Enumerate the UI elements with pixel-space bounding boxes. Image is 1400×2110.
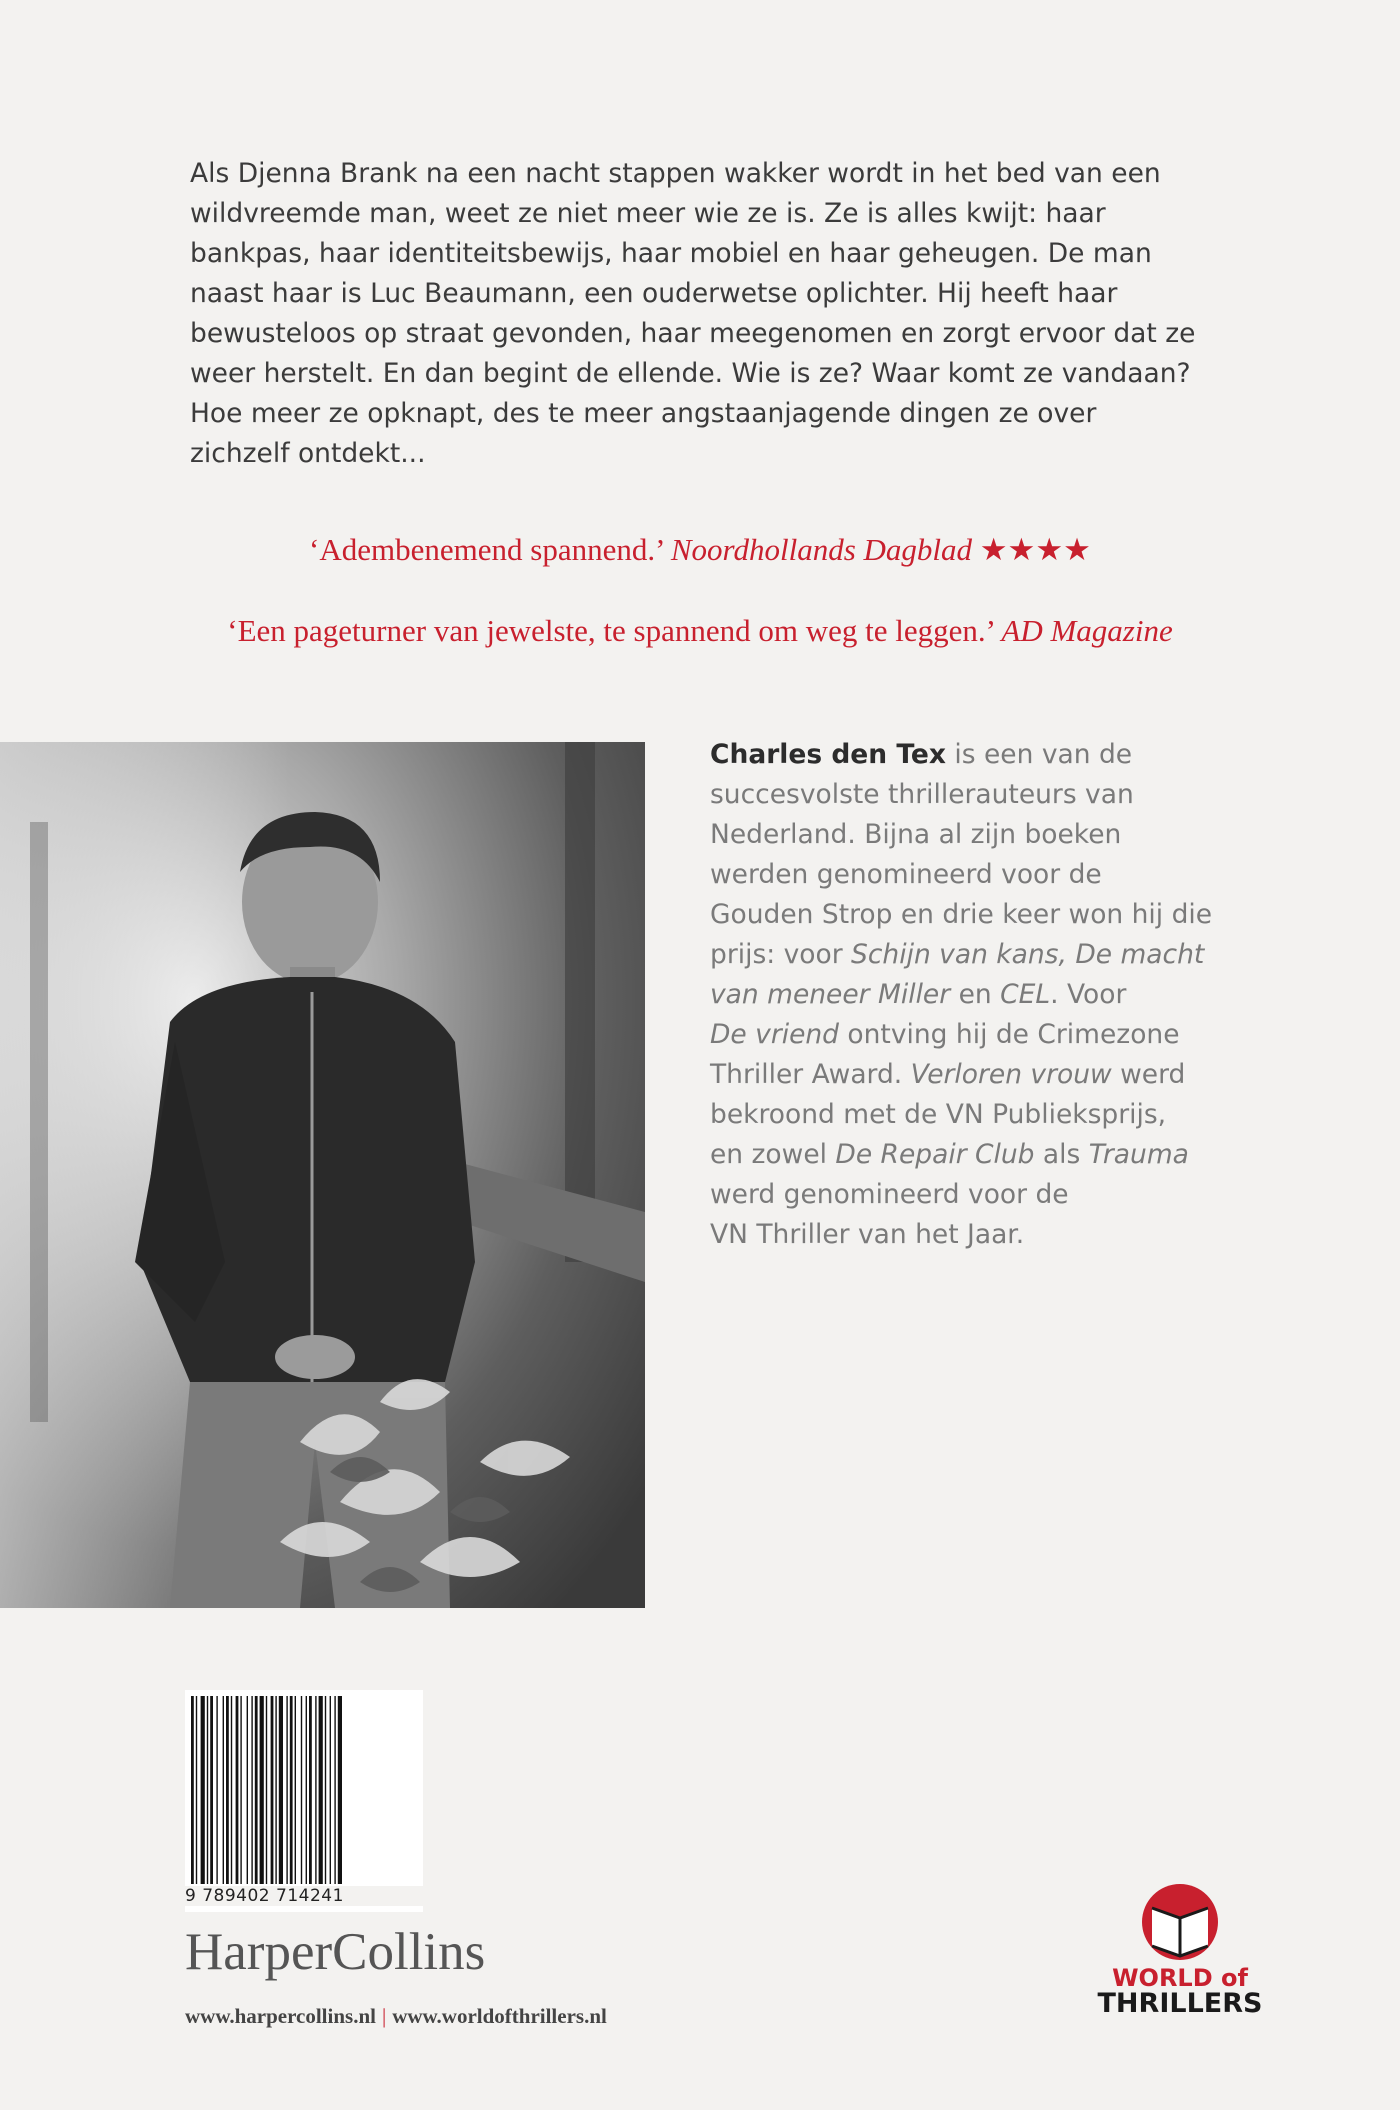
- bio-text: VN Thriller van het Jaar.: [710, 1219, 1025, 1250]
- bio-text: en zowel: [710, 1139, 836, 1170]
- bio-line: [710, 975, 1310, 1015]
- book-title: De vriend: [710, 1019, 839, 1050]
- blurb-line: bewusteloos op straat gevonden, haar meegenomen en zorgt ervoor dat ze: [190, 318, 1196, 349]
- book-title: Verloren vrouw: [910, 1059, 1112, 1090]
- url-harpercollins[interactable]: www.harpercollins.nl: [185, 2004, 376, 2028]
- book-title: Schijn van kans, De macht: [851, 939, 1205, 970]
- bio-line: [710, 815, 1310, 855]
- quote-text: ‘Adembenemend spannend.’: [309, 532, 664, 567]
- bio-line: [710, 895, 1310, 935]
- book-title: Trauma: [1088, 1139, 1189, 1170]
- quote-text: ‘Een pageturner van jewelste, te spannend om weg te leggen.’: [227, 613, 994, 648]
- quote-source: AD Magazine: [1001, 613, 1173, 648]
- bio-text: ontving hij de Crimezone: [839, 1019, 1180, 1050]
- bio-line: [710, 855, 1310, 895]
- bio-text: als: [1034, 1139, 1089, 1170]
- bio-line: [710, 1015, 1310, 1055]
- blurb-line: weer herstelt. En dan begint de ellende. Wie is ze? Waar komt ze vandaan?: [190, 358, 1191, 389]
- bio-text: bekroond met de VN Publieksprijs,: [710, 1099, 1167, 1130]
- bio-text: en: [950, 979, 1001, 1010]
- logo-line-2: THRILLERS: [1097, 1988, 1263, 2019]
- bio-text: Nederland. Bijna al zijn boeken: [710, 819, 1122, 850]
- book-title: De Repair Club: [835, 1139, 1035, 1170]
- book-title: van meneer Miller: [710, 979, 951, 1010]
- review-quote-1: [0, 532, 1400, 568]
- bio-line: [710, 935, 1310, 975]
- quote-rating: ★★★★: [979, 532, 1091, 567]
- bio-line: [710, 1135, 1310, 1175]
- bio-line: [710, 1095, 1310, 1135]
- world-of-thrillers-logo: [1090, 1965, 1270, 2017]
- bio-text: werden genomineerd voor de: [710, 859, 1102, 890]
- book-title: CEL: [1000, 979, 1051, 1010]
- blurb-line: bankpas, haar identiteitsbewijs, haar mobiel en haar geheugen. De man: [190, 238, 1152, 269]
- url-separator: |: [381, 2004, 387, 2028]
- bio-text: succesvolste thrillerauteurs van: [710, 779, 1134, 810]
- author-bio: [710, 735, 1310, 1255]
- publisher-name: HarperCollins: [185, 1923, 486, 1981]
- bio-line: [710, 1175, 1310, 1215]
- bio-text: . Voor: [1050, 979, 1127, 1010]
- bio-text: Thriller Award.: [710, 1059, 911, 1090]
- bio-line: [710, 1055, 1310, 1095]
- blurb-line: Als Djenna Brank na een nacht stappen wakker wordt in het bed van een: [190, 158, 1161, 189]
- blurb-line: naast haar is Luc Beaumann, een ouderwetse oplichter. Hij heeft haar: [190, 278, 1118, 309]
- bio-line: [710, 775, 1310, 815]
- blurb-line: zichzelf ontdekt...: [190, 438, 426, 469]
- bio-text: werd genomineerd voor de: [710, 1179, 1069, 1210]
- blurb-line: Hoe meer ze opknapt, des te meer angstaanjagende dingen ze over: [190, 398, 1097, 429]
- url-worldofthrillers[interactable]: www.worldofthrillers.nl: [392, 2004, 607, 2028]
- bio-line: [710, 1215, 1310, 1255]
- review-quote-2: [0, 613, 1400, 649]
- author-name: Charles den Tex: [710, 739, 946, 770]
- bio-line: [710, 735, 1310, 775]
- bio-text: Gouden Strop en drie keer won hij die: [710, 899, 1213, 930]
- bio-text: is een van de: [945, 739, 1133, 770]
- quote-source: Noordhollands Dagblad: [670, 532, 973, 567]
- blurb-line: wildvreemde man, weet ze niet meer wie ze is. Ze is alles kwijt: haar: [190, 198, 1106, 229]
- isbn-number: 9 789402 714241: [185, 1886, 423, 1906]
- publisher-urls: [185, 2004, 607, 2029]
- bio-text: prijs: voor: [710, 939, 852, 970]
- blurb: [190, 154, 1280, 474]
- bio-text: werd: [1111, 1059, 1186, 1090]
- logo-line-1: WORLD of: [1112, 1964, 1248, 1992]
- barcode: [185, 1690, 423, 1912]
- author-photo: [0, 742, 645, 1608]
